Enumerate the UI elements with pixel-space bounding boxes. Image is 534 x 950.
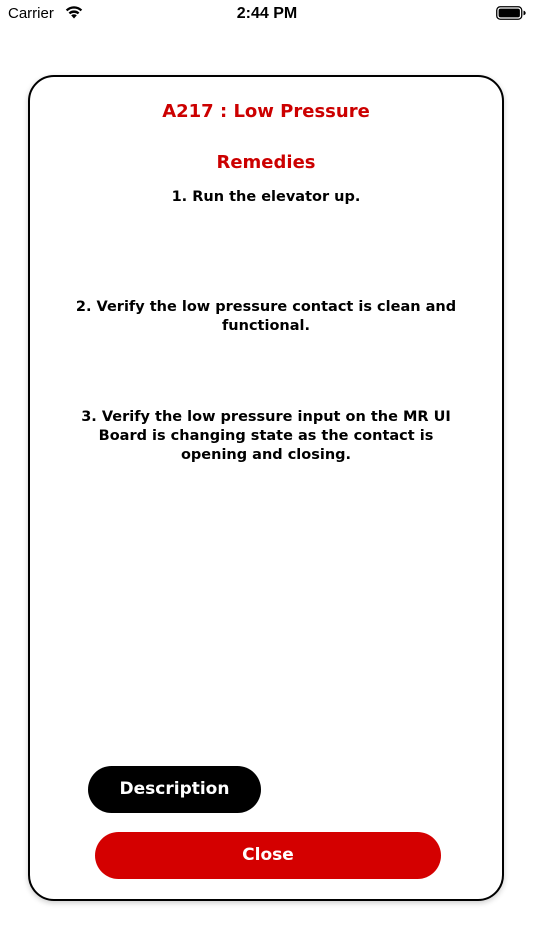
carrier-label: Carrier bbox=[8, 5, 54, 22]
remedy-item: 2. Verify the low pressure contact is clean and functional. bbox=[75, 299, 457, 334]
status-bar bbox=[0, 0, 534, 30]
status-time: 2:44 PM bbox=[236, 5, 298, 22]
remedy-item: 1. Run the elevator up. bbox=[171, 189, 361, 205]
remedies-heading: Remedies bbox=[216, 152, 316, 173]
close-button[interactable]: Close bbox=[95, 832, 441, 879]
error-code-title: A217 : Low Pressure bbox=[162, 101, 370, 122]
error-card bbox=[28, 75, 504, 901]
battery-icon bbox=[496, 6, 526, 20]
description-button[interactable]: Description bbox=[88, 766, 261, 813]
remedy-item: 3. Verify the low pressure input on the MR UI Board is changing state as the contact is opening and closing. bbox=[81, 409, 451, 463]
